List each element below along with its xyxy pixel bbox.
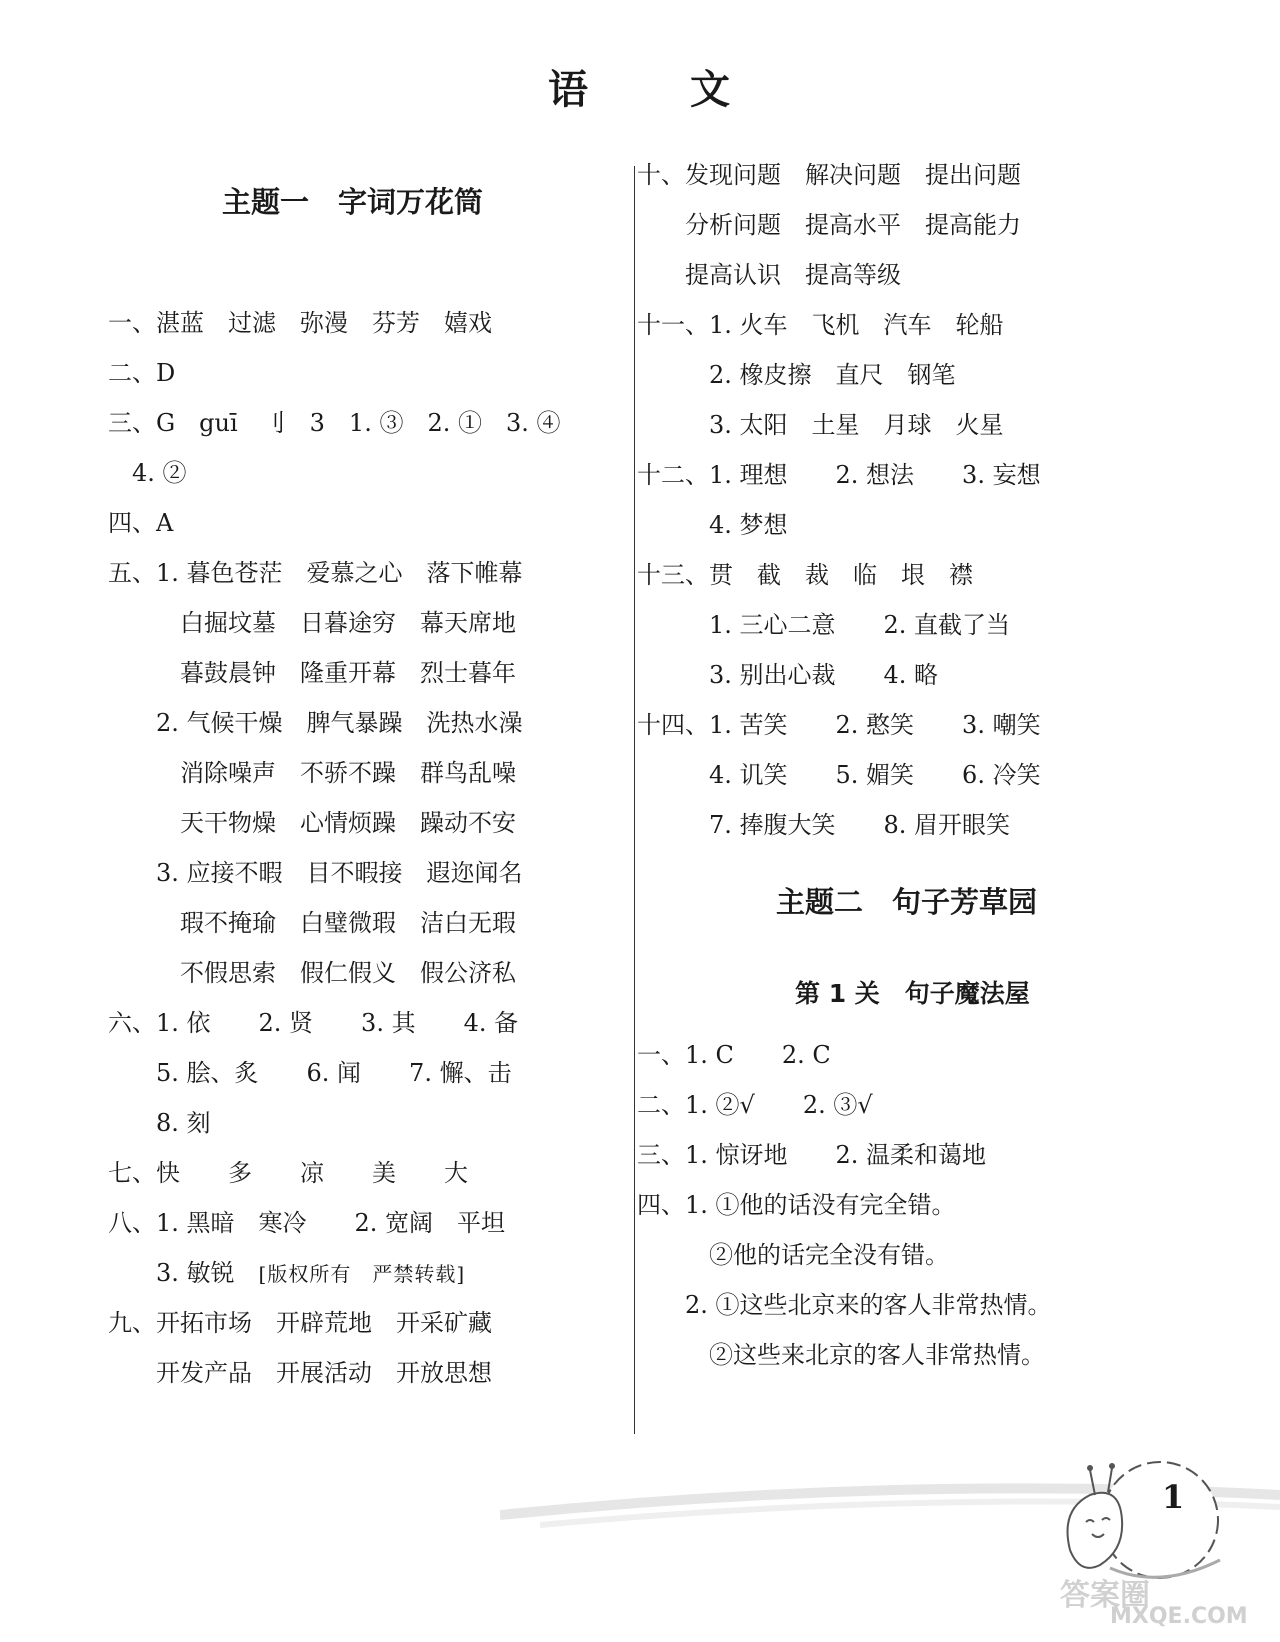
- subsection-heading: 第 1 关 句子魔法屋: [795, 979, 1030, 1008]
- watermark: [1060, 1570, 1270, 1630]
- page-title: [0, 58, 1280, 115]
- watermark-text: 答案圈: [1060, 1578, 1150, 1613]
- answer-line: 十一、1. 火车 飞机 汽车 轮船: [637, 311, 1004, 339]
- answer-line: 3. 应接不暇 目不暇接 遐迩闻名: [108, 859, 523, 887]
- answer-line: 4. 梦想: [637, 511, 788, 539]
- watermark-url: MXQE.COM: [1110, 1604, 1248, 1629]
- answer-line: ②他的话完全没有错。: [637, 1241, 949, 1269]
- answer-line: 消除噪声 不骄不躁 群鸟乱噪: [108, 759, 516, 787]
- answer-line: 十、发现问题 解决问题 提出问题: [637, 161, 1021, 189]
- answer-line: 4. 讥笑 5. 媚笑 6. 冷笑: [637, 761, 1041, 789]
- column-divider: [634, 166, 635, 1434]
- answer-line: [108, 1258, 465, 1288]
- answer-line: 瑕不掩瑜 白璧微瑕 洁白无瑕: [108, 909, 516, 937]
- answer-line: 九、开拓市场 开辟荒地 开采矿藏: [108, 1309, 492, 1337]
- section-heading-theme-1: 主题一 字词万花筒: [222, 185, 484, 219]
- copyright-notice: [版权所有 严禁转载]: [258, 1262, 466, 1286]
- answer-line: 不假思索 假仁假义 假公济私: [108, 959, 516, 987]
- answer-line-text: 3. 敏锐: [108, 1259, 235, 1287]
- answer-line: 暮鼓晨钟 隆重开幕 烈士暮年: [108, 659, 516, 687]
- answer-line: 五、1. 暮色苍茫 爱慕之心 落下帷幕: [108, 559, 523, 587]
- answer-line: 分析问题 提高水平 提高能力: [637, 211, 1021, 239]
- answer-line: 二、1. ②√ 2. ③√: [637, 1091, 873, 1119]
- answer-line: 8. 刻: [108, 1109, 211, 1137]
- title-char-2: 文: [690, 66, 732, 113]
- answer-line: 提高认识 提高等级: [637, 261, 901, 289]
- answer-line: 一、1. C 2. C: [637, 1041, 831, 1069]
- answer-line: ②这些来北京的客人非常热情。: [637, 1341, 1045, 1369]
- answer-line: 5. 脍、炙 6. 闻 7. 懈、击: [108, 1059, 512, 1087]
- answer-line: 四、A: [108, 509, 174, 537]
- answer-line: 三、G guī 刂 3 1. ③ 2. ① 3. ④: [108, 409, 561, 437]
- answer-line: 天干物燥 心情烦躁 躁动不安: [108, 809, 516, 837]
- answer-line: 二、D: [108, 359, 176, 387]
- answer-line: 开发产品 开展活动 开放思想: [108, 1359, 492, 1387]
- page-number: 1: [1162, 1478, 1185, 1516]
- answer-line: 十三、贯 截 裁 临 垠 襟: [637, 561, 973, 589]
- answer-line: 白掘坟墓 日暮途穷 幕天席地: [108, 609, 516, 637]
- answer-line: 1. 三心二意 2. 直截了当: [637, 611, 1011, 639]
- answer-line: 7. 捧腹大笑 8. 眉开眼笑: [637, 811, 1011, 839]
- answer-line: 4. ②: [108, 459, 187, 487]
- title-char-1: 语: [548, 66, 590, 113]
- section-heading-theme-2: 主题二 句子芳草园: [776, 885, 1038, 919]
- answer-line: 七、快 多 凉 美 大: [108, 1159, 468, 1187]
- answer-line: 一、湛蓝 过滤 弥漫 芬芳 嬉戏: [108, 309, 492, 337]
- answer-line: 四、1. ①他的话没有完全错。: [637, 1191, 956, 1219]
- answer-line: 2. 气候干燥 脾气暴躁 洗热水澡: [108, 709, 523, 737]
- answer-line: 十二、1. 理想 2. 想法 3. 妄想: [637, 461, 1041, 489]
- answer-line: 三、1. 惊讶地 2. 温柔和蔼地: [637, 1141, 987, 1169]
- answer-line: 十四、1. 苦笑 2. 憨笑 3. 嘲笑: [637, 711, 1041, 739]
- answer-line: 3. 太阳 土星 月球 火星: [637, 411, 1004, 439]
- answer-line: 2. 橡皮擦 直尺 钢笔: [637, 361, 956, 389]
- answer-line: 3. 别出心裁 4. 略: [637, 661, 939, 689]
- answer-line: 六、1. 依 2. 贤 3. 其 4. 备: [108, 1009, 519, 1037]
- answer-line: 2. ①这些北京来的客人非常热情。: [637, 1291, 1052, 1319]
- answer-line: 八、1. 黑暗 寒冷 2. 宽阔 平坦: [108, 1209, 506, 1237]
